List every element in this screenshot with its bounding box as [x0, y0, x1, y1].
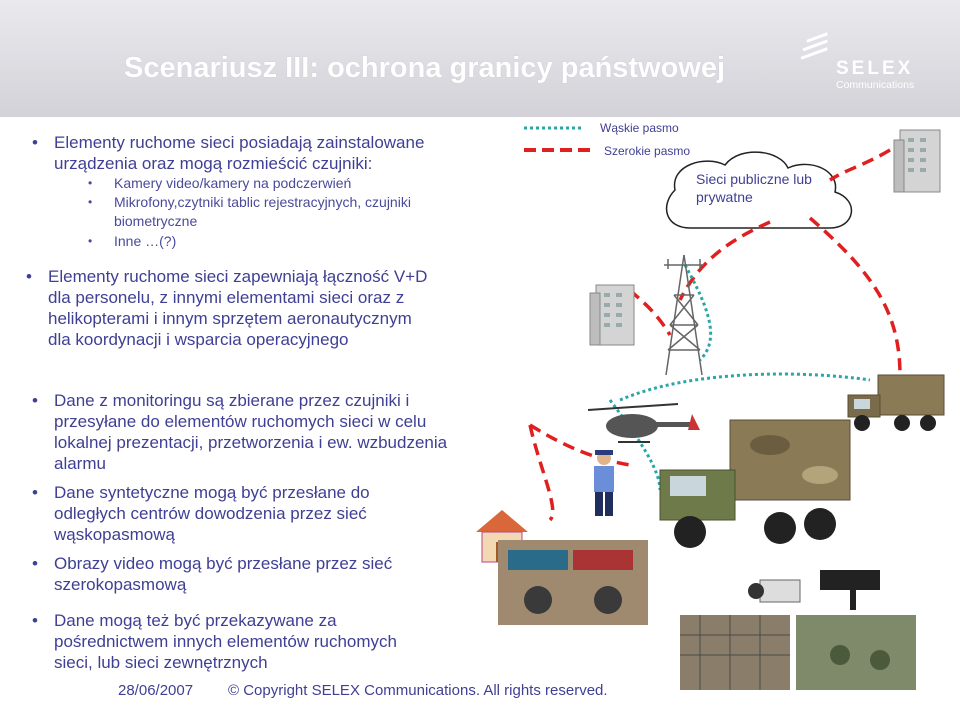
bullet-sensors: • Elementy ruchome sieci posiadają zainstalowane urządzenia oraz mogą rozmieścić czujniki: — [54, 132, 474, 174]
sub-bullet-cameras: • Kamery video/kamery na podczerwień — [114, 174, 474, 193]
bullet-synthetic-data: • Dane syntetyczne mogą być przesłane do odległych centrów dowodzenia przez sieć wąskopasmową — [54, 482, 434, 545]
cloud-label: Sieci publiczne lub prywatne — [696, 171, 812, 205]
legend-narrowband: Wąskie pasmo — [600, 121, 679, 135]
sub-bullet-other: • Inne …(?) — [114, 232, 474, 251]
footer-date: 28/06/2007 — [118, 682, 194, 699]
sub-bullet-microphones: • Mikrofony,czytniki tablic rejestracyjnych, czujniki biometryczne — [114, 193, 474, 231]
footer-copyright: © Copyright SELEX Communications. All rights reserved. — [228, 682, 608, 699]
border-fence-icon — [680, 615, 916, 690]
military-truck-icon — [660, 420, 850, 548]
radio-tower-icon — [664, 255, 704, 375]
bullet-connectivity: • Elementy ruchome sieci zapewniają łączność V+D dla personelu, z innymi elementami sieci oraz z helikopterami i innym sprzętem aeronautycznym dla koordynacji i wsparcia operacyjnego — [48, 266, 428, 350]
bullet-video: • Obrazy video mogą być przesłane przez sieć szerokopasmową — [54, 553, 434, 595]
soldier-icon — [594, 450, 614, 516]
military-truck-icon — [848, 375, 944, 431]
logo-subtitle: Communications — [836, 79, 915, 91]
bullet-relay: • Dane mogą też być przekazywane za pośrednictwem innych elementów ruchomych sieci, lub sieci zewnętrznych — [54, 610, 434, 673]
bullet-monitoring: • Dane z monitoringu są zbierane przez czujniki i przesyłane do elementów ruchomych sieci w celu lokalnej prezentacji, przetworzenia i ew. wzbudzenia alarmu — [54, 390, 466, 474]
logo-name: SELEX — [836, 58, 914, 79]
street-photo — [498, 540, 648, 625]
slide-title: Scenariusz III: ochrona granicy państwowej — [124, 52, 726, 84]
building-icon — [590, 285, 634, 345]
legend-broadband: Szerokie pasmo — [604, 144, 691, 158]
building-icon — [894, 130, 940, 192]
helicopter-icon — [588, 404, 700, 442]
camera-icon — [748, 570, 880, 610]
